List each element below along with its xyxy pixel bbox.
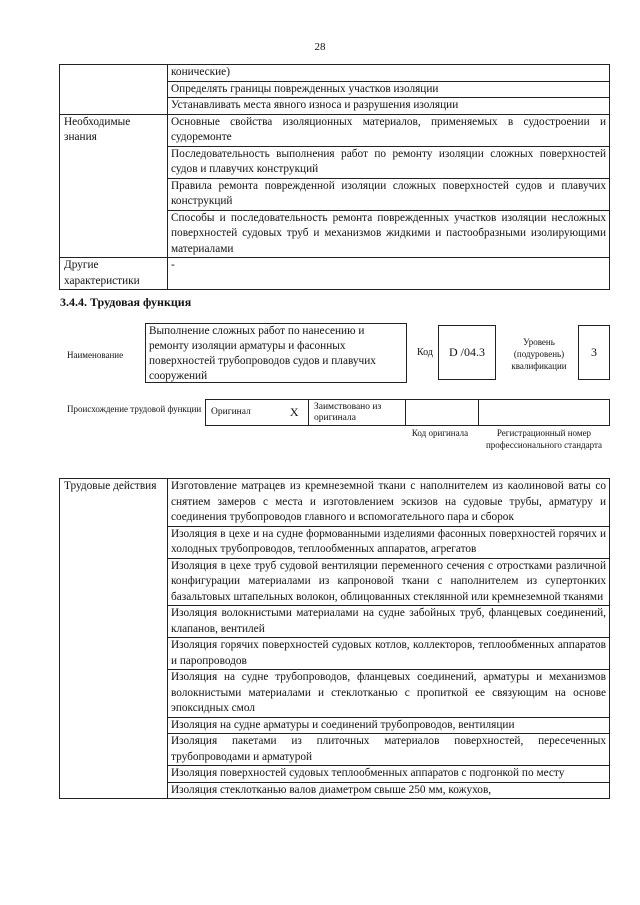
original-label: Оригинал <box>206 400 281 426</box>
section-heading: 3.4.4. Трудовая функция <box>60 295 192 309</box>
row-label-knowledge: Необходимые знания <box>60 114 168 258</box>
table-cell: Определять границы поврежденных участков изоляции <box>168 81 610 98</box>
table-cell: Изоляция волокнистыми материалами на судне забойных труб, фланцевых соединений, клапанов, вентилей <box>168 606 610 638</box>
table-cell: Изоляция в цехе труб судовой вентиляции переменного сечения с отростками различной конфигурации материалами из капроновой ткани с наполнителем из супертонких базальтовых штапельных волокон, облицованных стеклянной или кремнеземной тканями <box>168 558 610 606</box>
table-cell: Изоляция горячих поверхностей судовых котлов, коллекторов, теплообменных аппаратов и паропроводов <box>168 638 610 670</box>
table-cell: Изоляция в цехе и на судне формованными изделиями фасонных поверхностей горячих и холодных трубопроводов, теплообменных аппаратов, агрегатов <box>168 526 610 558</box>
table-cell: Изоляция на судне арматуры и соединений трубопроводов, вентиляции <box>168 717 610 734</box>
code-value-box: D /04.3 <box>438 325 496 380</box>
skills-knowledge-table <box>59 64 610 290</box>
code-original-label: Код оригинала <box>411 428 469 438</box>
code-label: Код <box>417 347 433 358</box>
level-value-box: 3 <box>578 325 610 380</box>
table-cell: Устанавливать места явного износа и разрушения изоляции <box>168 98 610 115</box>
function-name-box: Выполнение сложных работ по нанесению и ремонту изоляции арматуры и фасонных поверхностей трубопроводов судов и плавучих сооружений <box>145 323 407 383</box>
table-cell: Основные свойства изоляционных материалов, применяемых в судостроении и судоремонте <box>168 114 610 146</box>
reg-number-cell <box>479 400 610 426</box>
level-label: Уровень (подуровень) квалификации <box>511 337 567 371</box>
table-cell: Правила ремонта поврежденной изоляции сложных поверхностей судов и плавучих конструкций <box>168 178 610 210</box>
reg-number-label: Регистрационный номер профессионального стандарта <box>485 428 603 450</box>
table-cell: Последовательность выполнения работ по ремонту изоляции сложных поверхностей судов и плавучих конструкций <box>168 146 610 178</box>
table-cell: конические) <box>168 65 610 82</box>
origin-label: Происхождение трудовой функции <box>67 404 202 414</box>
table-cell: Изоляция поверхностей судовых теплообменных аппаратов с подгонкой по месту <box>168 766 610 783</box>
table-cell: Способы и последовательность ремонта поврежденных участков изоляции несложных поверхностей судовых труб и механизмов жидкими и пастообразными изолирующими материалами <box>168 210 610 258</box>
name-label: Наименование <box>67 350 124 360</box>
labor-actions-table <box>59 478 610 799</box>
code-original-cell <box>406 400 479 426</box>
table-cell: Изоляция стеклотканью валов диаметром свыше 250 мм, кожухов, <box>168 782 610 799</box>
row-label-empty <box>60 65 168 115</box>
row-label-actions: Трудовые действия <box>60 479 168 799</box>
original-mark: X <box>281 400 309 426</box>
table-cell: Изоляция на судне трубопроводов, фланцевых соединений, арматуры и механизмов волокнистыми материалами и стеклотканью с пропиткой ее связующим на основе эпоксидных смол <box>168 670 610 718</box>
row-label-other: Другие характеристики <box>60 258 168 290</box>
page-number: 28 <box>314 41 326 53</box>
origin-table <box>205 399 610 426</box>
table-cell: Изготовление матрацев из кремнеземной ткани с наполнителем из каолиновой ваты со снятием замеров с места и изготовлением эскизов на судовые трубы, арматуру и соединения трубопроводов главного и вспомогательного пара и сборок <box>168 479 610 527</box>
table-cell: Изоляция пакетами из плиточных материалов поверхностей, пересеченных трубопроводами и арматурой <box>168 734 610 766</box>
table-cell: - <box>168 258 610 290</box>
borrowed-label: Заимствовано из оригинала <box>309 400 406 426</box>
